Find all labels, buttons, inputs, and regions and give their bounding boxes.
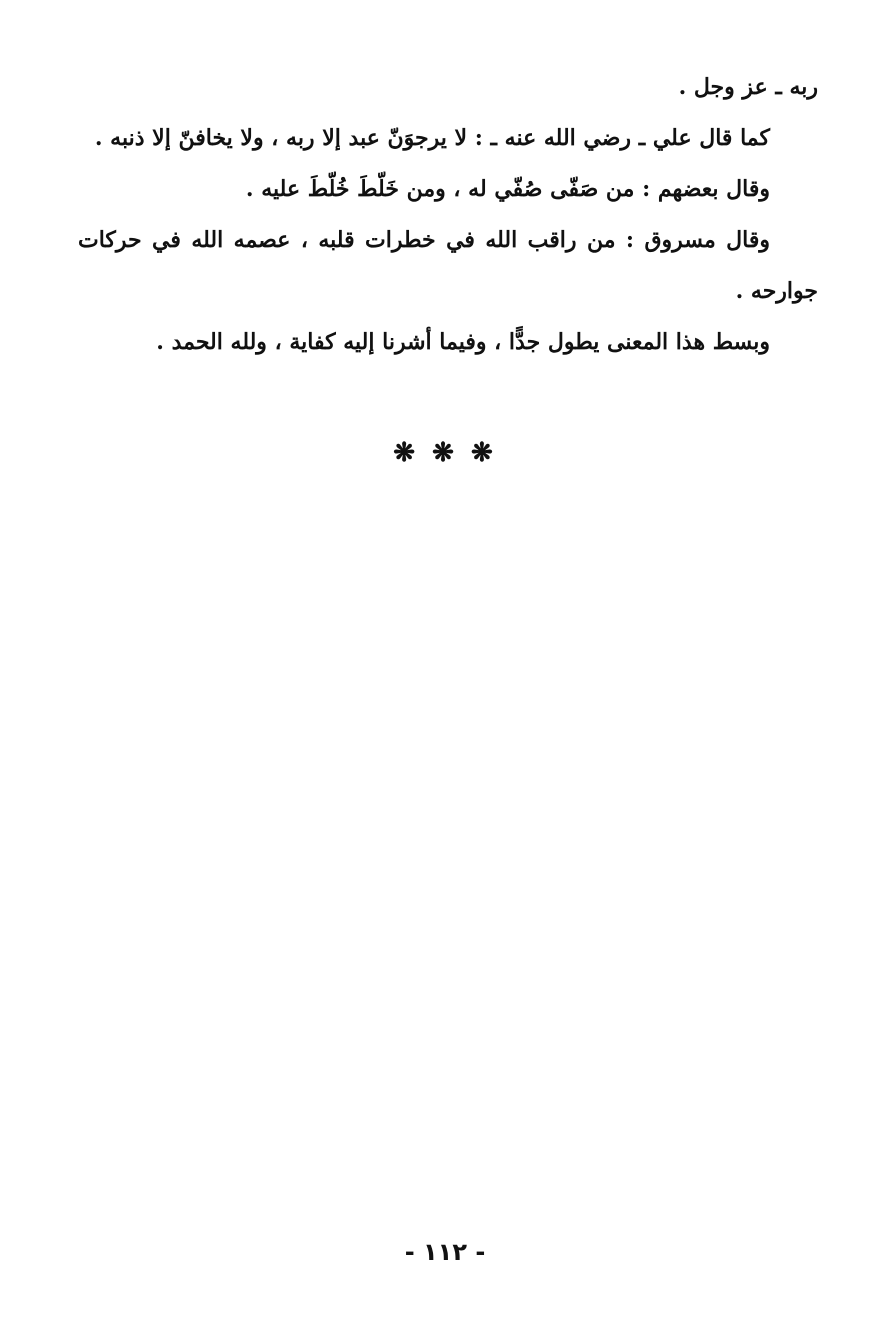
- paragraph-continuation: ربه ـ عز وجل .: [678, 74, 818, 100]
- paragraph-ali-quote: كما قال علي ـ رضي الله عنه ـ : لا يرجوَنّ عبد إلا ربه ، ولا يخافنّ إلا ذنبه .: [94, 125, 770, 151]
- section-separator: ❋ ❋ ❋: [393, 438, 497, 468]
- paragraph-closing: وبسط هذا المعنى يطول جدًّا ، وفيما أشرنا إليه كفاية ، ولله الحمد .: [156, 329, 770, 355]
- paragraph-masruq-quote: وقال مسروق : من راقب الله في خطرات قلبه ، عصمه الله في حركات جوارحه .: [78, 227, 818, 304]
- paragraph-some-said: وقال بعضهم : من صَفّى صُفّي له ، ومن خَلّطَ خُلّطَ عليه .: [245, 176, 770, 202]
- page-number: - ١١٢ -: [404, 1238, 486, 1266]
- body-text: [78, 62, 818, 368]
